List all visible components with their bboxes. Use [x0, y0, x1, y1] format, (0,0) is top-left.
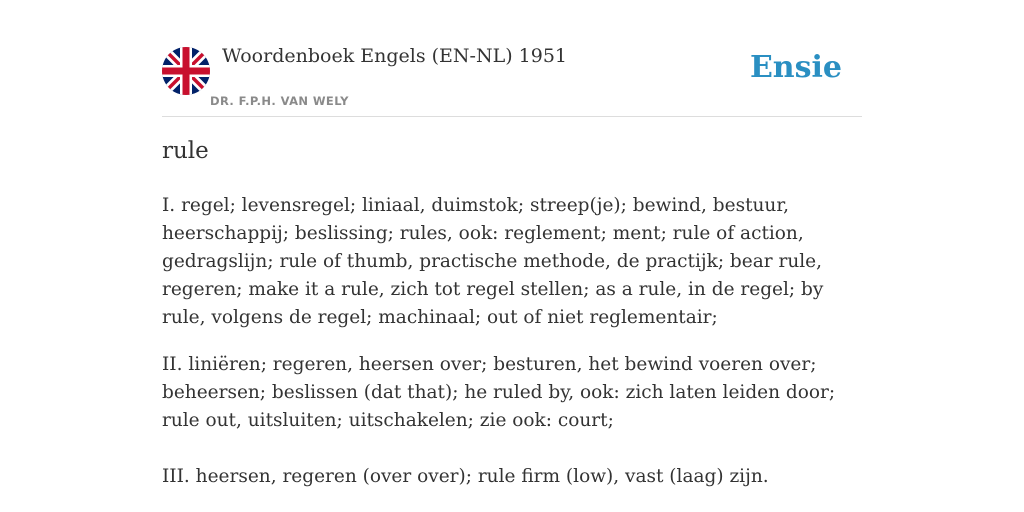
uk-flag-icon: [162, 47, 210, 95]
headword: rule: [162, 138, 209, 164]
ensie-logo[interactable]: Ensie: [749, 50, 842, 85]
page: [162, 0, 862, 512]
sense-2: II. liniëren; regeren, heersen over; besturen, het bewind voeren over; beheersen; beslissen (dat that); he ruled by, ook: zich laten leiden door; rule out, uitsluiten; uitschakelen; zie ook: court;: [162, 354, 836, 431]
sense-1: I. regel; levensregel; liniaal, duimstok; streep(je); bewind, bestuur, heerschappij; beslissing; rules, ook: reglement; ment; rule of action, gedragslijn; rule of thumb, practische methode, de practijk; bear rule, regeren; make it a rule, zich tot regel stellen; as a rule, in de regel; by rule, volgens de regel; machinaal; out of niet reglementair;: [162, 195, 824, 328]
sense-3: III. heersen, regeren (over over); rule firm (low), vast (laag) zijn.: [162, 466, 769, 487]
dictionary-title[interactable]: Woordenboek Engels (EN-NL) 1951: [222, 45, 567, 67]
dictionary-author: DR. F.P.H. VAN WELY: [210, 94, 349, 108]
dictionary-header: [162, 0, 862, 117]
